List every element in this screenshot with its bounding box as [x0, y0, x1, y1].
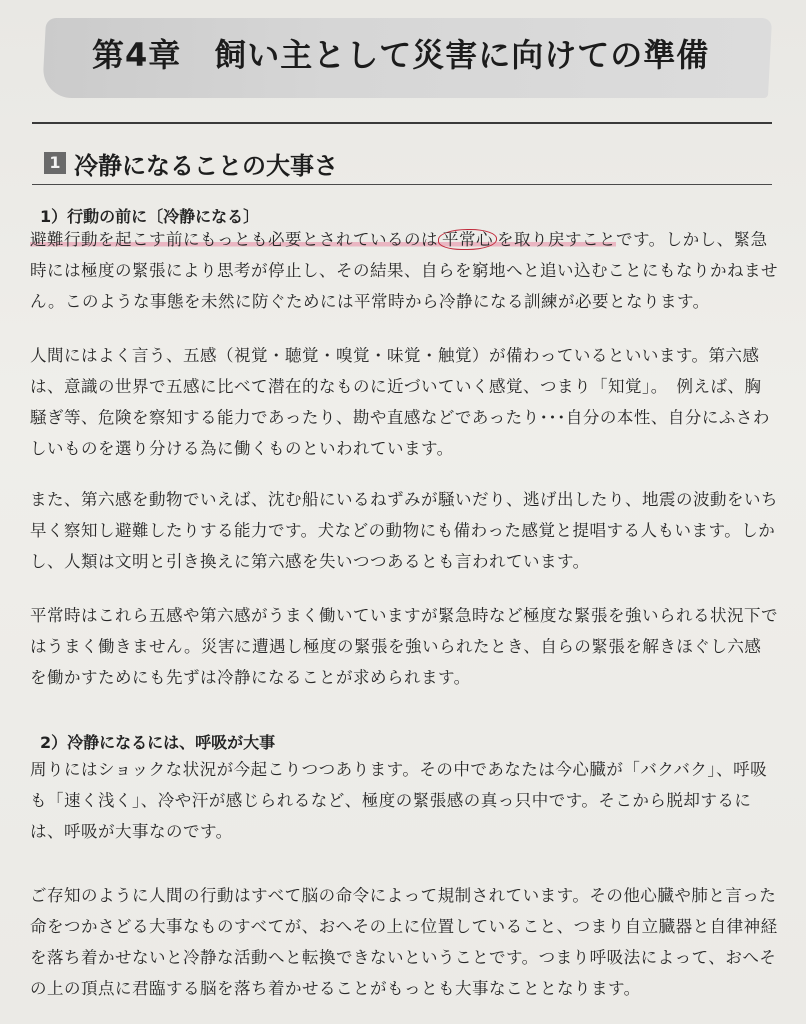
section-divider — [32, 184, 772, 185]
subsection-2-heading: 2）冷静になるには、呼吸が大事 — [40, 733, 276, 752]
paragraph-2: 人間にはよく言う、五感（視覚・聴覚・嗅覚・味覚・触覚）が備わっているといいます。第六感は、意識の世界で五感に比べて潜在的なものに近づいていく感覚、つまり「知覚」。 例えば、胸騒ぎ等、危険を察知する能力であったり、勘や直感などであったり･･･自分の本性、自分にふさわしいものを選り分ける為に働くものといわれています。 — [30, 346, 770, 458]
paragraph-3: また、第六感を動物でいえば、沈む船にいるねずみが騒いだり、逃げ出したり、地震の波動をいち早く察知し避難したりする能力です。犬などの動物にも備わった感覚と提唱する人もいます。しかし、人類は文明と引き換えに第六感を失いつつあるとも言われています。 — [30, 490, 778, 571]
paragraph-1: 避難行動を起こす前にもっとも必要とされているのは 平常心 を取り戻すことです。しかし、緊急時には極度の緊張により思考が停止し、その結果、自らを窮地へと追い込むことにもなりかねません。このような事態を未然に防ぐためには平常時から冷静になる訓練が必要となります。 — [30, 230, 778, 311]
paragraph-4: 平常時はこれら五感や第六感がうまく働いていますが緊急時など極度な緊張を強いられる状況下ではうまく働きません。災害に遭遇し極度の緊張を強いられたとき、自らの緊張を解きほぐし六感を働かすためにも先ずは冷静になることが求められます。 — [30, 606, 778, 687]
section-title: 冷静になることの大事さ — [74, 152, 338, 180]
chapter-title: 第4章 飼い主として災害に向けての準備 — [92, 36, 710, 74]
chapter-divider — [32, 122, 772, 124]
paragraph-5: 周りにはショックな状況が今起こりつつあります。その中であなたは今心臓が「バクバク」、呼吸も「速く浅く」、冷や汗が感じられるなど、極度の緊張感の真っ只中です。そこから脱却するには、呼吸が大事なのです。 — [30, 760, 768, 841]
paragraph-6: ご存知のように人間の行動はすべて脳の命令によって規制されています。その他心臓や肺と言った命をつかさどる大事なものすべてが、おへその上に位置していること、つまり自立臓器と自律神経を落ち着かせないと冷静な活動へと転換できないということです。つまり呼吸法によって、おへその上の頂点に君臨する脳を落ち着かせることがもっとも大事なこととなります。 — [30, 886, 778, 998]
circled-word: 平常心 — [438, 229, 497, 250]
subsection-1-heading: 1）行動の前に〔冷静になる〕 — [40, 207, 260, 226]
section-number-badge: 1 — [44, 152, 66, 174]
section-header — [34, 146, 774, 180]
highlighted-text: 避難行動を起こす前にもっとも必要とされているのは 平常心 を取り戻すこと — [30, 230, 616, 249]
